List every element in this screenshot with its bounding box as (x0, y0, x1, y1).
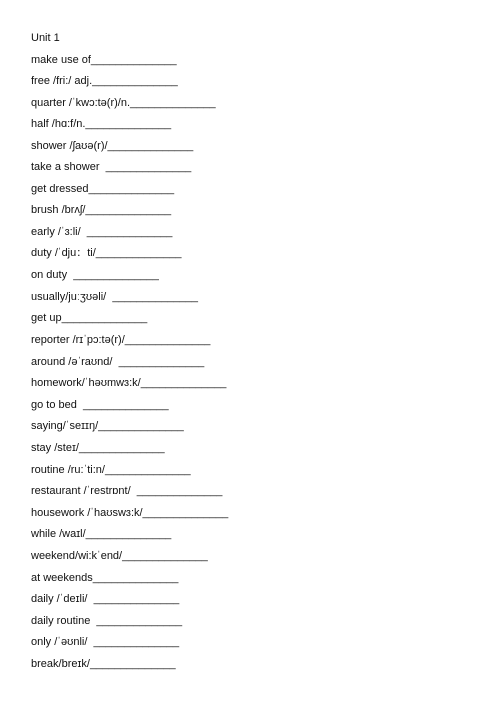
vocab-line: brush /brʌʃ/______________ (31, 204, 172, 216)
vocab-line: on duty ______________ (31, 269, 159, 281)
vocab-line: make use of______________ (31, 54, 177, 66)
vocab-line: only /ˈəʊnli/ ______________ (31, 636, 180, 648)
vocab-line: half /hɑ:f/n.______________ (31, 118, 172, 130)
vocab-line: around /əˈraʊnd/ ______________ (31, 356, 205, 368)
vocab-line: duty /ˈdju：ti/______________ (31, 247, 182, 259)
vocab-line: get dressed______________ (31, 183, 175, 195)
vocab-line: homework/ˈhəʊmwɜ:k/______________ (31, 377, 227, 389)
vocab-line: usually/juːʒʊəli/ ______________ (31, 291, 198, 303)
vocab-line: daily routine ______________ (31, 615, 183, 627)
vocab-line: early /ˈɜ:li/ ______________ (31, 226, 173, 238)
vocab-line: quarter /ˈkwɔ:tə(r)/n.______________ (31, 97, 216, 109)
vocab-line: stay /steɪ/______________ (31, 442, 165, 454)
unit-heading: Unit 1 (31, 32, 60, 44)
vocab-line: weekend/wi:kˈend/______________ (31, 550, 208, 562)
vocab-line: saying/ˈseɪɪŋ/______________ (31, 420, 184, 432)
vocab-line: while /waɪl/______________ (31, 528, 172, 540)
vocab-line: get up______________ (31, 312, 148, 324)
vocab-line: housework /ˈhaʊswɜ:k/______________ (31, 507, 229, 519)
vocab-line: shower /ʃaʊə(r)/______________ (31, 140, 194, 152)
vocab-line: reporter /rɪˈpɔ:tə(r)/______________ (31, 334, 211, 346)
vocab-line: restaurant /ˈrestrɒnt/ ______________ (31, 485, 223, 497)
vocab-line: routine /ru:ˈti:n/______________ (31, 464, 191, 476)
vocab-line: daily /ˈdeɪli/ ______________ (31, 593, 180, 605)
vocab-line: break/breɪk/______________ (31, 658, 176, 670)
vocab-line: at weekends______________ (31, 572, 179, 584)
vocab-line: free /fri:/ adj.______________ (31, 75, 178, 87)
vocab-line: take a shower ______________ (31, 161, 192, 173)
vocab-line: go to bed ______________ (31, 399, 169, 411)
